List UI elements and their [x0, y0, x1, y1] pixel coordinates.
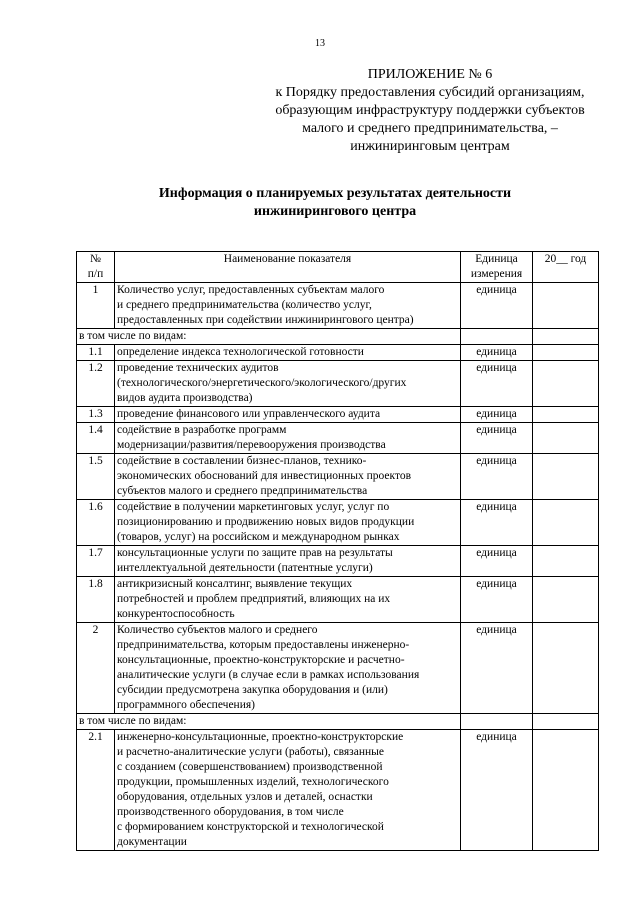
unit-cell: единица — [461, 500, 533, 546]
indicator-name-line: интеллектуальной деятельности (патентные услуги) — [117, 562, 373, 574]
table-row — [77, 623, 599, 714]
year-value-cell — [533, 577, 599, 623]
indicator-name-line: проведение технических аудитов — [117, 362, 279, 374]
indicator-name-line: консультационные, проектно-конструкторские и расчетно- — [117, 654, 405, 666]
appendix-block — [245, 66, 615, 156]
indicator-name-line: предпринимательства, которым предоставлены инженерно- — [117, 639, 410, 651]
row-number-cell: 1.2 — [77, 361, 115, 407]
indicator-name-line: определение индекса технологической готовности — [117, 346, 364, 358]
subheading-cell: в том числе по видам: — [77, 329, 461, 345]
table-row — [77, 283, 599, 329]
unit-cell: единица — [461, 345, 533, 361]
unit-cell: единица — [461, 407, 533, 423]
indicator-name-cell — [115, 500, 461, 546]
unit-cell: единица — [461, 730, 533, 851]
indicator-name-line: с созданием (совершенствованием) производственной — [117, 761, 383, 773]
year-value-cell — [533, 730, 599, 851]
appendix-line: образующим инфраструктуру поддержки субъектов — [275, 103, 585, 118]
indicator-name-line: Количество субъектов малого и среднего — [117, 624, 318, 636]
year-value-cell — [533, 361, 599, 407]
unit-cell: единица — [461, 423, 533, 454]
indicator-name-cell — [115, 730, 461, 851]
unit-cell: единица — [461, 623, 533, 714]
indicator-name-line: с формированием конструкторской и технологической — [117, 821, 384, 833]
indicator-name-cell — [115, 623, 461, 714]
indicator-name-cell — [115, 577, 461, 623]
row-number-cell: 1.8 — [77, 577, 115, 623]
unit-cell: единица — [461, 454, 533, 500]
table-row — [77, 730, 599, 851]
appendix-line: инжиниринговым центрам — [350, 139, 510, 154]
row-number-cell: 1.6 — [77, 500, 115, 546]
table-subheading-row — [77, 714, 599, 730]
row-number-cell: 2 — [77, 623, 115, 714]
header-num-line: п/п — [87, 268, 104, 280]
indicator-name-line: проведение финансового или управленческого аудита — [117, 408, 381, 420]
table-body — [77, 283, 599, 851]
table-row — [77, 546, 599, 577]
table-row — [77, 423, 599, 454]
title-line: Информация о планируемых результатах деятельности — [158, 186, 512, 201]
indicator-name-line: и среднего предпринимательства (количество услуг, — [117, 299, 372, 311]
table-row — [77, 454, 599, 500]
row-number-cell: 1 — [77, 283, 115, 329]
year-value-cell — [533, 423, 599, 454]
table-row — [77, 345, 599, 361]
indicator-name-line: экономических обоснований для инвестиционных проектов — [117, 470, 412, 482]
indicator-name-line: аналитические услуги (в случае если в рамках использования — [117, 669, 420, 681]
unit-cell: единица — [461, 283, 533, 329]
year-value-cell — [533, 500, 599, 546]
indicator-name-line: Количество услуг, предоставленных субъектам малого — [117, 284, 385, 296]
indicator-name-line: антикризисный консалтинг, выявление текущих — [117, 578, 353, 590]
indicator-name-line: субъектов малого и среднего предпринимательства — [117, 485, 368, 497]
row-number-cell: 1.3 — [77, 407, 115, 423]
appendix-line: малого и среднего предпринимательства, – — [302, 121, 558, 136]
table-row — [77, 407, 599, 423]
header-year: 20__ год — [533, 252, 599, 283]
header-num — [77, 252, 115, 283]
indicator-name-line: потребностей и проблем предприятий, влияющих на их — [117, 593, 391, 605]
indicator-name-line: документации — [117, 836, 187, 848]
header-unit-line: Единица — [475, 253, 518, 265]
table-row — [77, 500, 599, 546]
indicator-name-line: содействие в получении маркетинговых услуг, услуг по — [117, 501, 390, 513]
table-row — [77, 577, 599, 623]
header-name: Наименование показателя — [115, 252, 461, 283]
unit-cell: единица — [461, 546, 533, 577]
year-value-cell — [533, 546, 599, 577]
row-number-cell: 1.1 — [77, 345, 115, 361]
header-unit-line: измерения — [470, 268, 523, 280]
indicator-name-line: содействие в составлении бизнес-планов, технико- — [117, 455, 367, 467]
document-title — [80, 185, 590, 221]
empty-unit-cell — [461, 714, 533, 730]
indicator-name-line: (технологического/энергетического/экологического/других — [117, 377, 407, 389]
appendix-title: ПРИЛОЖЕНИЕ № 6 — [367, 67, 493, 82]
unit-cell: единица — [461, 577, 533, 623]
indicator-name-cell — [115, 546, 461, 577]
indicator-name-line: и расчетно-аналитические услуги (работы), связанные — [117, 746, 384, 758]
empty-year-cell — [533, 329, 599, 345]
table-header-row — [77, 252, 599, 283]
indicator-name-line: предоставленных при содействии инжинирингового центра) — [117, 314, 414, 326]
appendix-line: к Порядку предоставления субсидий организациям, — [275, 85, 585, 100]
indicator-name-cell — [115, 407, 461, 423]
subheading-cell: в том числе по видам: — [77, 714, 461, 730]
year-value-cell — [533, 454, 599, 500]
indicator-name-line: содействие в разработке программ — [117, 424, 287, 436]
results-table — [76, 251, 599, 851]
page-number: 13 — [315, 38, 325, 49]
indicator-name-line: консультационные услуги по защите прав на результаты — [117, 547, 393, 559]
indicator-name-line: видов аудита производства) — [117, 392, 253, 404]
indicator-name-line: модернизации/развития/перевооружения производства — [117, 439, 386, 451]
indicator-name-cell — [115, 283, 461, 329]
indicator-name-line: инженерно-консультационные, проектно-конструкторские — [117, 731, 404, 743]
indicator-name-cell — [115, 423, 461, 454]
indicator-name-line: продукции, промышленных изделий, технологического — [117, 776, 389, 788]
indicator-name-line: (товаров, услуг) на российском и международном рынках — [117, 531, 400, 543]
year-value-cell — [533, 345, 599, 361]
empty-unit-cell — [461, 329, 533, 345]
year-value-cell — [533, 623, 599, 714]
row-number-cell: 1.7 — [77, 546, 115, 577]
indicator-name-cell — [115, 454, 461, 500]
indicator-name-line: конкурентоспособность — [117, 608, 235, 620]
indicator-name-cell — [115, 361, 461, 407]
year-value-cell — [533, 283, 599, 329]
header-unit — [461, 252, 533, 283]
indicator-name-line: оборудования, отдельных узлов и деталей, оснастки — [117, 791, 373, 803]
unit-cell: единица — [461, 361, 533, 407]
row-number-cell: 1.4 — [77, 423, 115, 454]
row-number-cell: 2.1 — [77, 730, 115, 851]
table-subheading-row — [77, 329, 599, 345]
year-value-cell — [533, 407, 599, 423]
table-row — [77, 361, 599, 407]
indicator-name-line: производственного оборудования, в том числе — [117, 806, 344, 818]
indicator-name-line: субсидии предусмотрена закупка оборудования и (или) — [117, 684, 388, 696]
header-num-line: № — [90, 253, 101, 265]
title-line: инжинирингового центра — [253, 204, 417, 219]
row-number-cell: 1.5 — [77, 454, 115, 500]
indicator-name-line: позиционированию и продвижению новых видов продукции — [117, 516, 415, 528]
indicator-name-cell — [115, 345, 461, 361]
indicator-name-line: программного обеспечения) — [117, 699, 255, 711]
empty-year-cell — [533, 714, 599, 730]
